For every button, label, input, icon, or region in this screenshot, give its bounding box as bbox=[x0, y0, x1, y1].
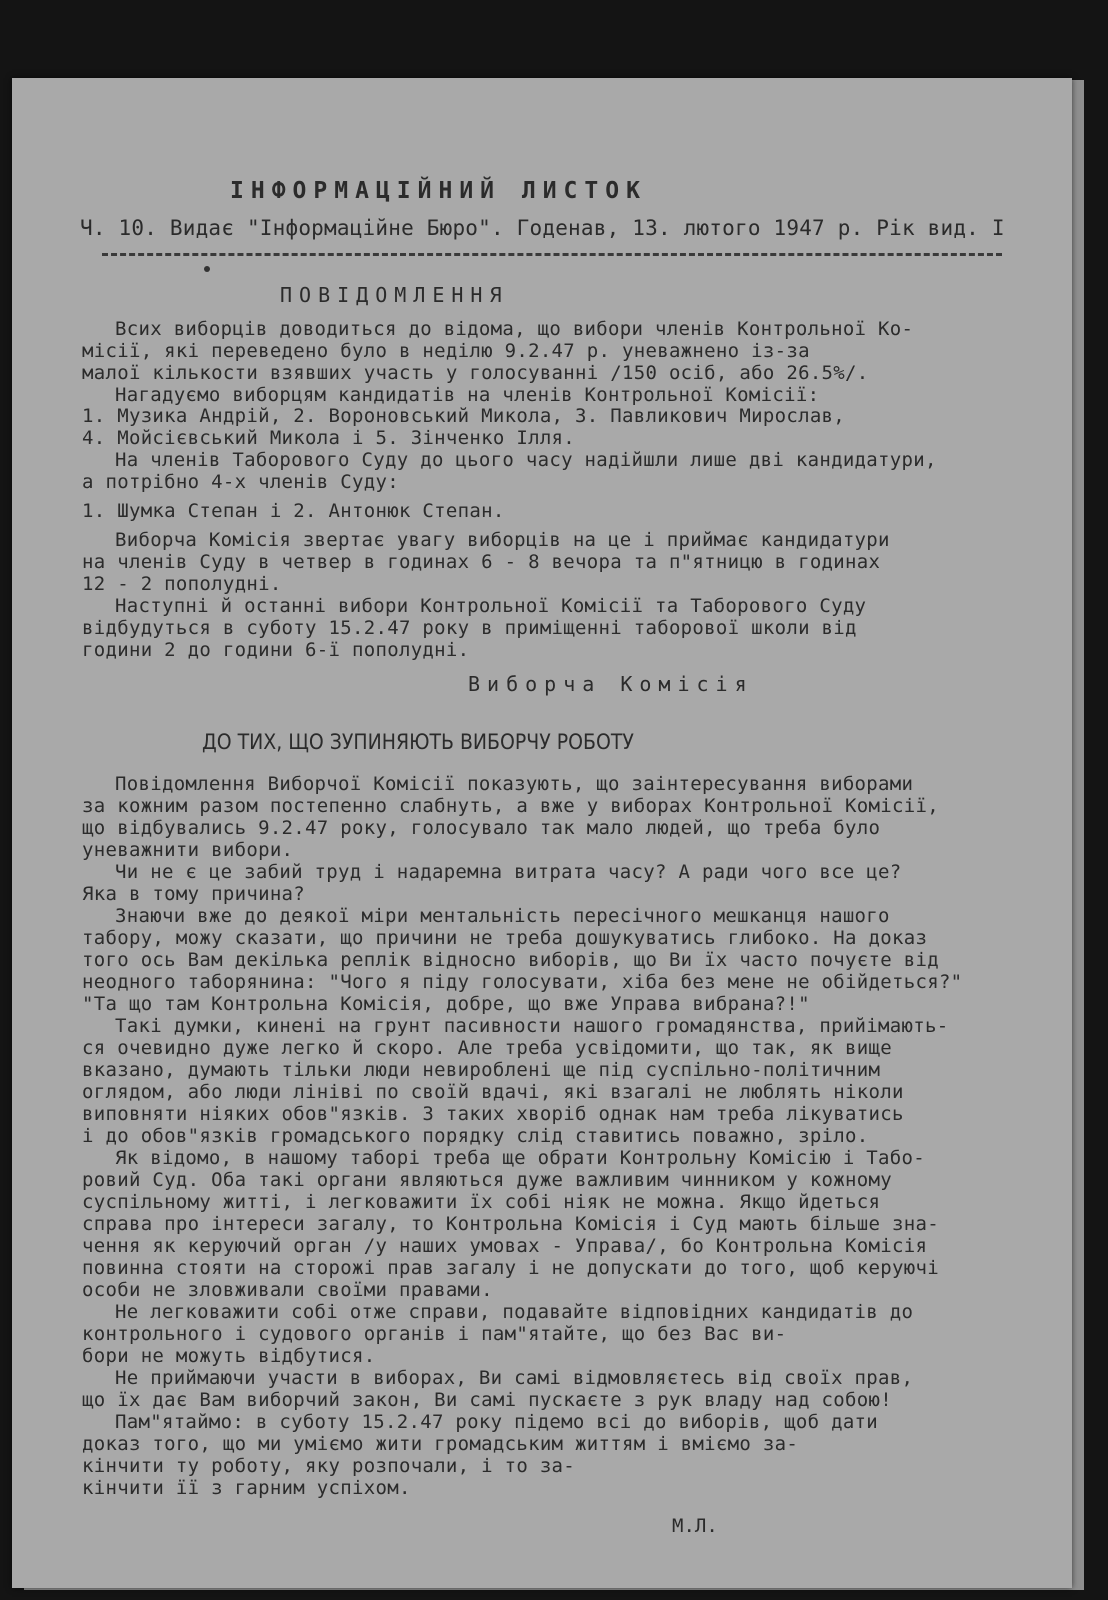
ink-dot bbox=[204, 266, 210, 272]
article-line: Яка в тому причина? bbox=[82, 883, 306, 905]
article-line: виповняти ніяких обов"язків. З таких хворіб однак нам треба лікуватись bbox=[82, 1103, 904, 1125]
announcement-line: місії, які переведено було в неділю 9.2.47 р. уневажнено із-за bbox=[82, 340, 810, 362]
article-line: кінчити ту роботу, яку розпочали, і то за- bbox=[82, 1455, 576, 1477]
issue-line: Ч. 10. Видає "Інформаційне Бюро". Годенав, 13. лютого 1947 р. Рік вид. I bbox=[80, 216, 1005, 240]
article-line: що їх дає Вам виборчий закон, Ви самі пускаєте з рук владу над собою! bbox=[82, 1389, 892, 1411]
article-line: Пам"ятаймо: в суботу 15.2.47 року підемо всі до виборів, щоб дати bbox=[115, 1411, 879, 1433]
article-line: "Та що там Контрольна Комісія, добре, що вже Управа вибрана?!" bbox=[82, 993, 810, 1015]
article-line: Чи не є це забий труд і надаремна витрата часу? А ради чого все це? bbox=[115, 861, 902, 883]
article-line: того ось Вам декілька реплік відносно виборів, що Ви їх часто почуєте від bbox=[82, 949, 939, 971]
article-line: Не легковажити собі отже справи, подавайте відповідних кандидатів до bbox=[115, 1301, 914, 1323]
announcement-signature: Виборча Комісія bbox=[468, 672, 754, 696]
article-line: за кожним разом постепенно слабнуть, а вже у виборах Контрольної Комісії, bbox=[82, 795, 939, 817]
announcement-line: а потрібно 4-х членів Суду: bbox=[82, 471, 399, 493]
announcement-line: 4. Мойсієвський Микола і 5. Зінченко Ілля. bbox=[82, 427, 576, 449]
document-title: ІНФОРМАЦІЙНИЙ ЛИСТОК bbox=[230, 178, 647, 204]
article-line: ся очевидно дуже легко й скоро. Але треба усвідомити, що так, як вище bbox=[82, 1037, 892, 1059]
announcement-line: На членів Таборового Суду до цього часу надійшли лише дві кандидатури, bbox=[115, 449, 937, 471]
announcement-line: 1. Музика Андрій, 2. Вороновський Микола, 3. Павликович Мирослав, bbox=[82, 405, 846, 427]
article-line: ровий Суд. Оба такі органи являються дуже важливим чинником у кожному bbox=[82, 1169, 892, 1191]
article-line: Повідомлення Виборчої Комісії показують, що заінтересування виборами bbox=[115, 773, 914, 795]
article-line: кінчити її з гарним успіхом. bbox=[82, 1477, 411, 1499]
announcement-line: 1. Шумка Степан і 2. Антонюк Степан. bbox=[82, 500, 505, 522]
announcement-line: години 2 до години 6-ї пополудні. bbox=[82, 639, 470, 661]
newsletter-page bbox=[12, 78, 1072, 1588]
announcement-line: Наступні й останні вибори Контрольної Комісії та Таборового Суду bbox=[115, 595, 867, 617]
article-line: що відбувались 9.2.47 року, голосувало так мало людей, що треба було bbox=[82, 817, 881, 839]
article-line: бори не можуть відбутися. bbox=[82, 1345, 376, 1367]
article-line: Такі думки, кинені на грунт пасивности нашого громадянства, прийімають- bbox=[115, 1015, 949, 1037]
article-line: Не приймаючи участи в виборах, Ви самі відмовляєтесь від своїх прав, bbox=[115, 1367, 914, 1389]
announcement-line: на членів Суду в четвер в годинах 6 - 8 вечора та п"ятницю в годинах bbox=[82, 551, 881, 573]
announcement-line: малої кількости взявших участь у голосуванні /150 осіб, або 26.5%/. bbox=[82, 362, 869, 384]
article-line: і до обов"язків громадського порядку слід ставитись поважно, зріло. bbox=[82, 1125, 869, 1147]
article-line: оглядом, або люди лініві по своїй вдачі, які взагалі не люблять ніколи bbox=[82, 1081, 904, 1103]
article-line: вказано, думають тільки люди невироблені ще під суспільно-політичним bbox=[82, 1059, 881, 1081]
header-divider bbox=[102, 253, 1002, 256]
announcement-line: Нагадуємо виборцям кандидатів на членів Контрольної Комісії: bbox=[115, 384, 820, 406]
article-line: уневажнити вибори. bbox=[82, 839, 294, 861]
article-line: справа про інтереси загалу, то Контрольна Комісія і Суд мають більше зна- bbox=[82, 1213, 939, 1235]
article-line: чення як керуючий орган /у наших умовах - Управа/, бо Контрольна Комісія bbox=[82, 1235, 928, 1257]
article-line: особи не зловживали своїми правами. bbox=[82, 1279, 493, 1301]
announcement-line: відбудуться в суботу 15.2.47 року в приміщенні таборової школи від bbox=[82, 617, 857, 639]
article-line: табору, можу сказати, що причини не треба дошукуватись глибоко. На доказ bbox=[82, 927, 928, 949]
article-line: контрольного і судового органів і пам"ятайте, що без Вас ви- bbox=[82, 1323, 787, 1345]
article-line: повинна стояти на сторожі прав загалу і не допускати до того, щоб керуючі bbox=[82, 1257, 939, 1279]
announcement-line: Виборча Комісія звертає увагу виборців на це і приймає кандидатури bbox=[115, 529, 890, 551]
article-line: доказ того, що ми уміємо жити громадським життям і вміємо за- bbox=[82, 1433, 799, 1455]
announcement-line: 12 - 2 пополудні. bbox=[82, 573, 282, 595]
announcement-line: Всих виборців доводиться до відома, що вибори членів Контрольної Ко- bbox=[115, 318, 914, 340]
article-line: Знаючи вже до деякої міри ментальність пересічного мешканця нашого bbox=[115, 905, 890, 927]
announcement-heading: ПОВІДОМЛЕННЯ bbox=[280, 283, 509, 307]
article-line: неодного таборянина: "Чого я піду голосувати, хіба без мене не обійдеться?" bbox=[82, 971, 963, 993]
author-signature: М.Л. bbox=[672, 1515, 718, 1537]
article-line: Як відомо, в нашому таборі треба ще обрати Контрольну Комісію і Табо- bbox=[115, 1147, 925, 1169]
article-heading: ДО ТИХ, ЩО ЗУПИНЯЮТЬ ВИБОРЧУ РОБОТУ bbox=[202, 730, 634, 754]
article-line: суспільному житті, і легковажити їх собі ніяк не можна. Якщо йдеться bbox=[82, 1191, 881, 1213]
